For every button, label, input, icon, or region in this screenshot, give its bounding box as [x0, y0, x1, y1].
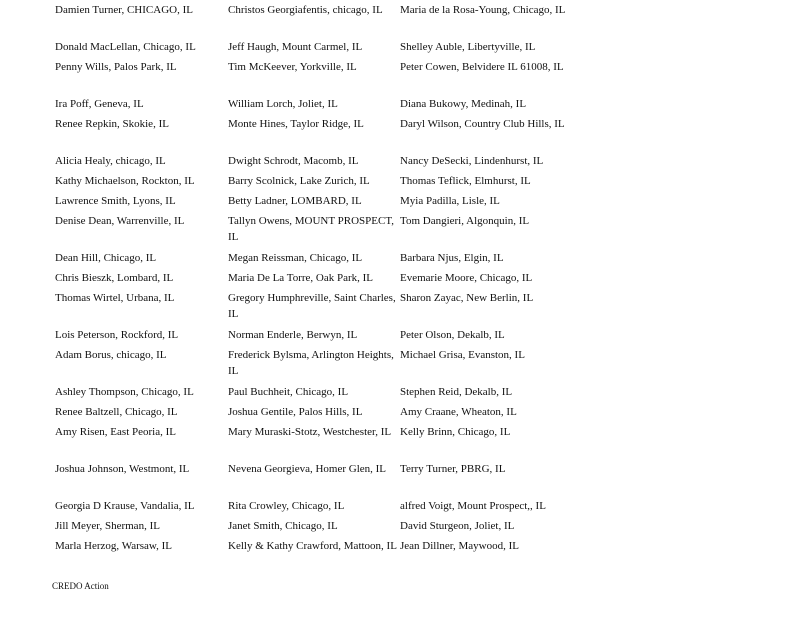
table-row — [55, 384, 615, 404]
signer-cell: Lawrence Smith, Lyons, IL — [55, 195, 176, 207]
signer-cell: Michael Grisa, Evanston, IL — [400, 349, 525, 361]
signer-cell: Stephen Reid, Dekalb, IL — [400, 386, 513, 398]
signer-cell: Georgia D Krause, Vandalia, IL — [55, 500, 195, 512]
signer-cell: Renee Repkin, Skokie, IL — [55, 118, 169, 130]
signer-cell: Mary Muraski-Stotz, Westchester, IL — [228, 426, 392, 438]
signer-cell: Tom Dangieri, Algonquin, IL — [400, 215, 530, 227]
signer-cell: Kelly Brinn, Chicago, IL — [400, 426, 511, 438]
signer-cell: Norman Enderle, Berwyn, IL — [228, 329, 358, 341]
table-row — [55, 153, 615, 173]
signer-cell: Jill Meyer, Sherman, IL — [55, 520, 160, 532]
table-row — [55, 193, 615, 213]
table-row — [55, 347, 615, 384]
signer-cell: Maria De La Torre, Oak Park, IL — [228, 272, 374, 284]
signer-cell: Alicia Healy, chicago, IL — [55, 155, 166, 167]
signer-cell: Nevena Georgieva, Homer Glen, IL — [228, 463, 387, 475]
table-row — [55, 116, 615, 153]
table-row — [55, 538, 615, 575]
signer-cell: Barry Scolnick, Lake Zurich, IL — [228, 175, 370, 187]
signer-cell: Peter Olson, Dekalb, IL — [400, 329, 505, 341]
signer-cell: Tallyn Owens, MOUNT PROSPECT, IL — [228, 215, 394, 243]
signer-cell: Kathy Michaelson, Rockton, IL — [55, 175, 195, 187]
signature-table — [55, 2, 615, 575]
signer-cell: Paul Buchheit, Chicago, IL — [228, 386, 349, 398]
signer-cell: Janet Smith, Chicago, IL — [228, 520, 338, 532]
signer-cell: Denise Dean, Warrenville, IL — [55, 215, 185, 227]
signer-cell: Ira Poff, Geneva, IL — [55, 98, 144, 110]
table-row — [55, 424, 615, 461]
signer-cell: Rita Crowley, Chicago, IL — [228, 500, 345, 512]
table-row — [55, 173, 615, 193]
signer-cell: Shelley Auble, Libertyville, IL — [400, 41, 536, 53]
signer-cell: Christos Georgiafentis, chicago, IL — [228, 4, 383, 16]
table-row — [55, 2, 615, 39]
table-row — [55, 39, 615, 59]
signer-cell: David Sturgeon, Joliet, IL — [400, 520, 515, 532]
signer-cell: Marla Herzog, Warsaw, IL — [55, 540, 173, 552]
signer-cell: Joshua Johnson, Westmont, IL — [55, 463, 190, 475]
signer-cell: Terry Turner, PBRG, IL — [400, 463, 506, 475]
signer-cell: Monte Hines, Taylor Ridge, IL — [228, 118, 364, 130]
signer-cell: Lois Peterson, Rockford, IL — [55, 329, 179, 341]
signer-cell: Megan Reissman, Chicago, IL — [228, 252, 363, 264]
signer-cell: Dean Hill, Chicago, IL — [55, 252, 157, 264]
signer-cell: Amy Craane, Wheaton, IL — [400, 406, 517, 418]
signer-cell: Maria de la Rosa-Young, Chicago, IL — [400, 4, 566, 16]
signer-cell: Renee Baltzell, Chicago, IL — [55, 406, 178, 418]
table-row — [55, 96, 615, 116]
signer-cell: Ashley Thompson, Chicago, IL — [55, 386, 194, 398]
signer-cell: Kelly & Kathy Crawford, Mattoon, IL — [228, 540, 397, 552]
table-row — [55, 270, 615, 290]
table-row — [55, 498, 615, 518]
signer-cell: Betty Ladner, LOMBARD, IL — [228, 195, 362, 207]
table-row — [55, 518, 615, 538]
signer-cell: Dwight Schrodt, Macomb, IL — [228, 155, 359, 167]
signer-cell: Jeff Haugh, Mount Carmel, IL — [228, 41, 363, 53]
signer-cell: Amy Risen, East Peoria, IL — [55, 426, 176, 438]
table-row — [55, 290, 615, 327]
signer-cell: Myia Padilla, Lisle, IL — [400, 195, 500, 207]
signer-cell: Thomas Teflick, Elmhurst, IL — [400, 175, 531, 187]
table-row — [55, 327, 615, 347]
table-row — [55, 461, 615, 498]
signer-cell: Joshua Gentile, Palos Hills, IL — [228, 406, 363, 418]
signer-cell: Evemarie Moore, Chicago, IL — [400, 272, 533, 284]
signer-cell: Jean Dillner, Maywood, IL — [400, 540, 520, 552]
signer-cell: Donald MacLellan, Chicago, IL — [55, 41, 196, 53]
signer-cell: Diana Bukowy, Medinah, IL — [400, 98, 527, 110]
signer-cell: alfred Voigt, Mount Prospect,, IL — [400, 500, 546, 512]
signer-cell: Daryl Wilson, Country Club Hills, IL — [400, 118, 565, 130]
signer-cell: Peter Cowen, Belvidere IL 61008, IL — [400, 61, 564, 73]
signer-cell: Barbara Njus, Elgin, IL — [400, 252, 504, 264]
signer-cell: Adam Borus, chicago, IL — [55, 349, 167, 361]
table-row — [55, 250, 615, 270]
signer-cell: Damien Turner, CHICAGO, IL — [55, 4, 193, 16]
signer-cell: Nancy DeSecki, Lindenhurst, IL — [400, 155, 544, 167]
signer-cell: Sharon Zayac, New Berlin, IL — [400, 292, 534, 304]
page-footer: CREDO Action — [52, 581, 109, 591]
table-row — [55, 59, 615, 96]
signer-cell: William Lorch, Joliet, IL — [228, 98, 338, 110]
table-row — [55, 213, 615, 250]
signer-cell: Gregory Humphreville, Saint Charles, IL — [228, 292, 396, 320]
signer-cell: Frederick Bylsma, Arlington Heights, IL — [228, 349, 394, 377]
table-row — [55, 404, 615, 424]
signer-cell: Chris Bieszk, Lombard, IL — [55, 272, 174, 284]
signer-cell: Tim McKeever, Yorkville, IL — [228, 61, 357, 73]
signer-cell: Thomas Wirtel, Urbana, IL — [55, 292, 175, 304]
signer-cell: Penny Wills, Palos Park, IL — [55, 61, 177, 73]
